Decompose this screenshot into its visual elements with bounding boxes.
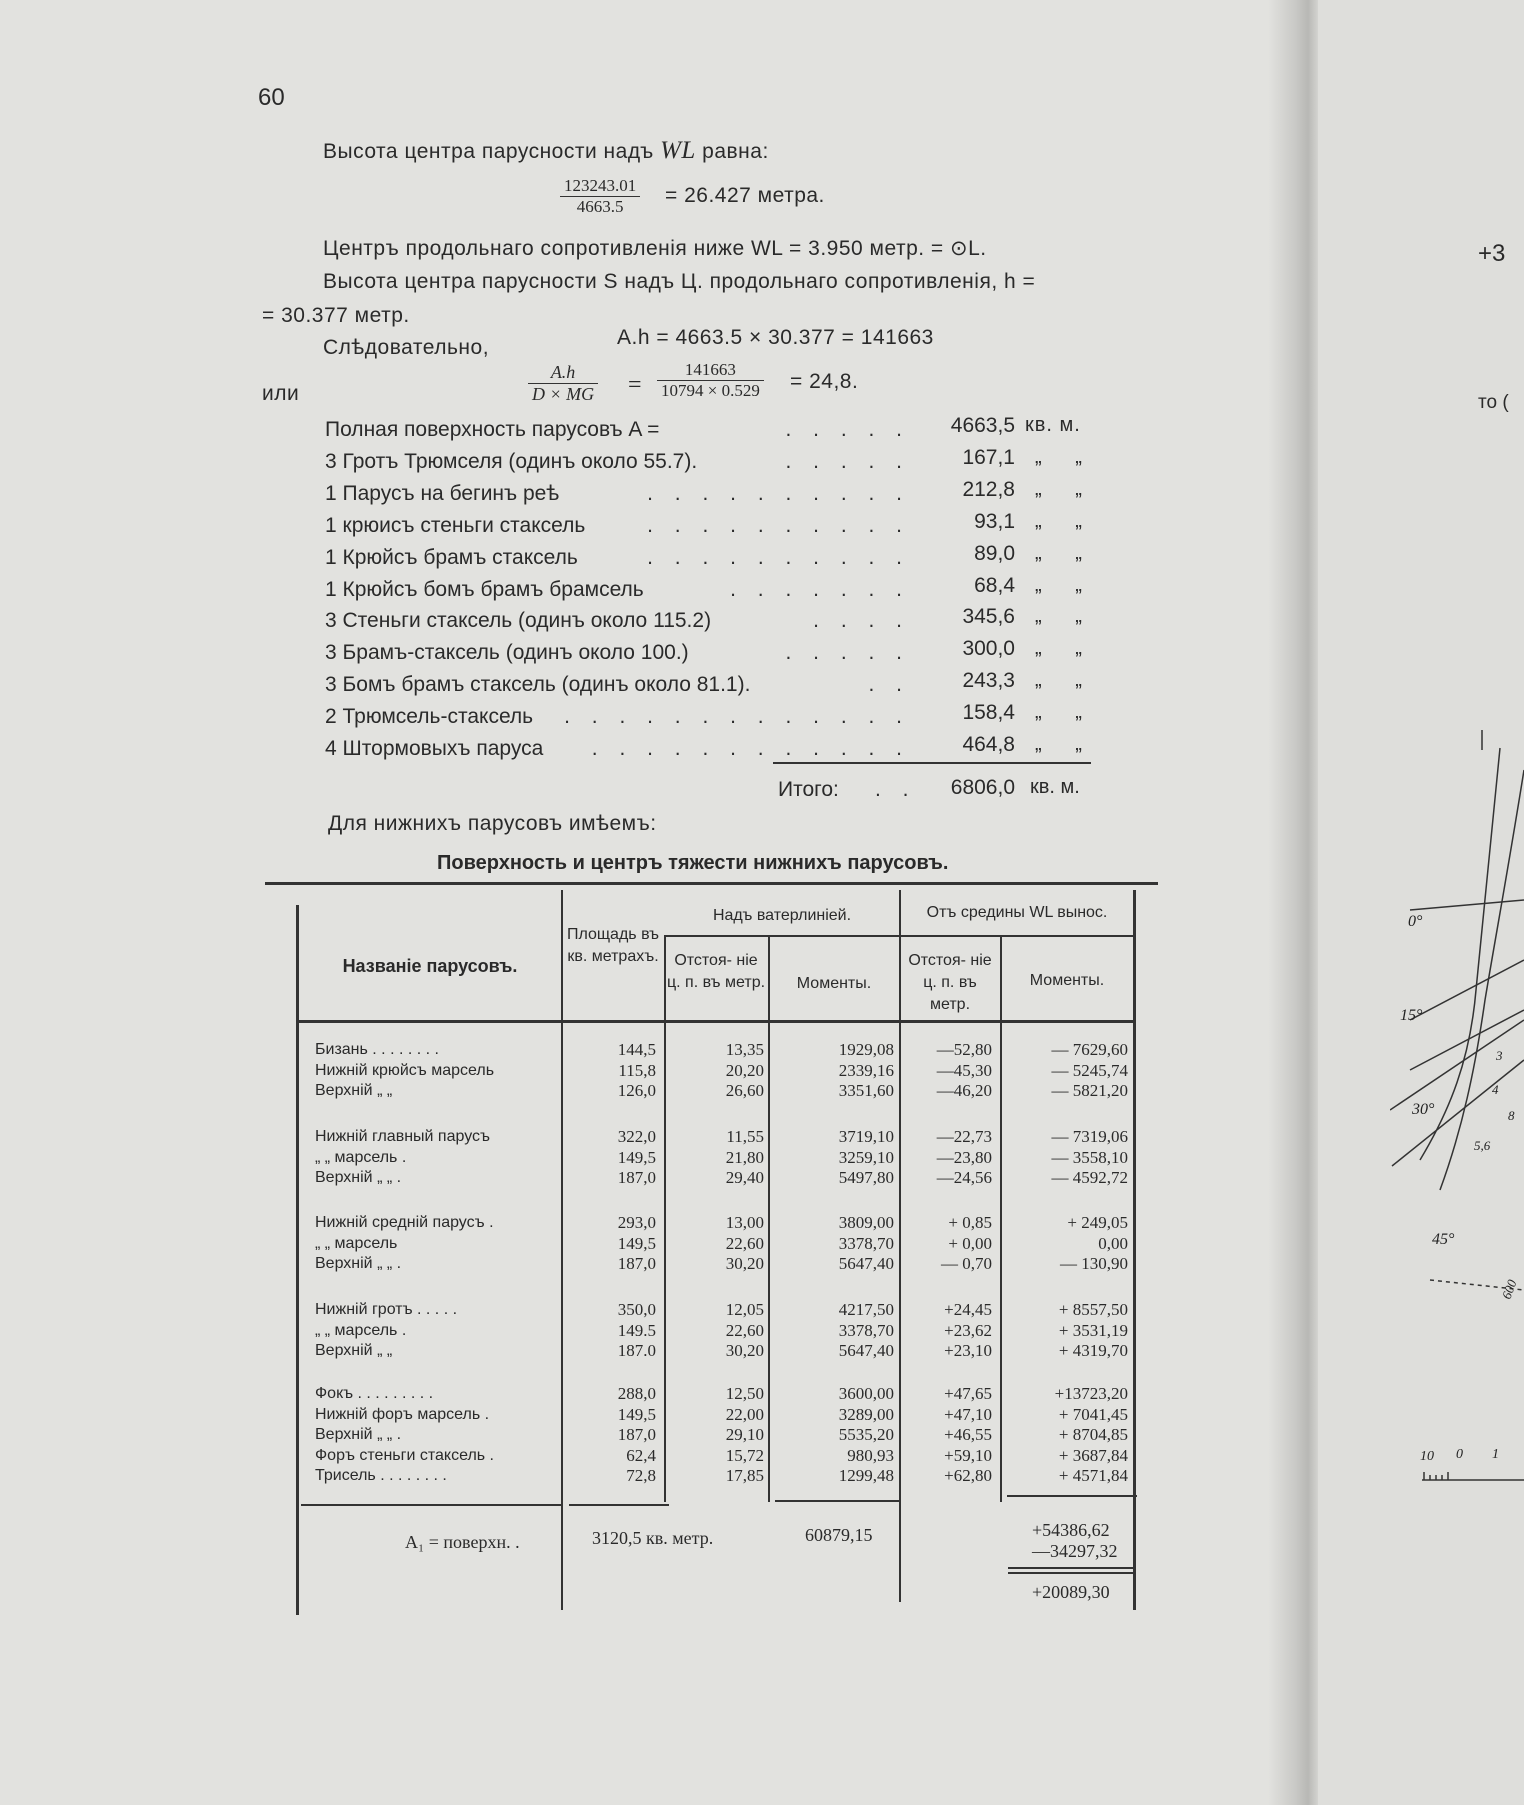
group-3-mid-moment-column	[1004, 1213, 1128, 1275]
table-right-rule	[1133, 890, 1136, 1610]
group-5-area-value-column	[563, 1384, 656, 1487]
group-2-mid-distance-column	[902, 1127, 992, 1189]
table-left-rule	[296, 905, 299, 1615]
wl-height-text-a: Высота центра парусности надъ	[323, 140, 661, 163]
sail-item-value: 464,8	[962, 733, 1015, 756]
area-value: 126,0	[617, 1081, 656, 1101]
header-wl-dist: Отстоя- ніе ц. п. въ метр.	[666, 952, 766, 991]
header-bottom-rule	[296, 1020, 1133, 1023]
sail-item-value: 167,1	[962, 445, 1015, 469]
sail-item-value: 243,3	[962, 669, 1015, 693]
sail-item-label: 3 Брамъ-стаксель (одинъ около 100.)	[325, 641, 689, 665]
small-label-3: 3	[1496, 1048, 1503, 1063]
wl-distance: 26,60	[725, 1081, 764, 1101]
sail-item-label: 1 Парусъ на бегинъ реѣ	[325, 481, 560, 505]
wl-moment: 3809,00	[838, 1213, 894, 1232]
total-label: Итого:	[778, 778, 839, 801]
mid-moment: + 249,05	[1067, 1213, 1128, 1232]
sail-item-leaders: . . . .	[813, 609, 910, 633]
sail-item-unit: „ „	[1035, 509, 1096, 532]
sail-name: Нижній средній парусъ .	[315, 1214, 494, 1231]
sail-item-leaders: . . . . . . . . . . . .	[591, 737, 910, 760]
consequently-label: Слѣдовательно,	[323, 336, 490, 359]
wl-distance: 13,35	[725, 1040, 764, 1059]
mid-moment: — 130,90	[1060, 1254, 1128, 1274]
angle-label-30: 30°	[1412, 1101, 1435, 1118]
table-title: Поверхность и центръ тяжести нижнихъ парусовъ.	[437, 852, 949, 874]
sail-item-label: 2 Трюмсель-стаксель	[325, 705, 534, 729]
sail-name: Нижній форъ марсель .	[315, 1405, 490, 1423]
mid-moment: + 8704,85	[1058, 1425, 1128, 1445]
mid-distance: + 0,00	[948, 1233, 992, 1253]
wl-moment: 3719,10	[838, 1127, 894, 1146]
scale-ticks	[1424, 1472, 1448, 1480]
area-value: 187,0	[617, 1425, 656, 1445]
wl-distance: 11,55	[726, 1127, 764, 1146]
group-2-area-value-column	[563, 1127, 656, 1189]
mid-distance: —22,73	[936, 1127, 992, 1146]
totals-rule-mid	[1007, 1495, 1137, 1497]
sail-name: Верхній „ „	[315, 1342, 393, 1360]
scale-label-10: 10	[1420, 1449, 1434, 1464]
sail-item-label: 3 Гротъ Трюмселя (одинъ около 55.7).	[325, 449, 698, 473]
group-4-mid-distance-column	[902, 1300, 992, 1362]
sail-item-value: 345,6	[962, 605, 1015, 629]
sail-name: Верхній „ „ .	[315, 1426, 402, 1444]
sail-name: Трисель . . . . . . . .	[315, 1467, 447, 1485]
area-value: 72,8	[626, 1466, 656, 1486]
sail-item-value: 68,4	[974, 573, 1015, 597]
wl-distance: 13,00	[725, 1213, 764, 1232]
sail-item-unit: „ „	[1035, 541, 1096, 564]
header-area: Площадь въ кв. метрахъ.	[566, 926, 660, 965]
sail-item-label: 1 Крюйсъ брамъ стаксель	[325, 545, 578, 569]
header-subrule-2	[899, 935, 1133, 937]
area-value: 187,0	[617, 1254, 656, 1274]
wl-symbol: WL	[660, 137, 696, 164]
total-unit: кв. м.	[1030, 776, 1080, 798]
sail-name: „ „ марсель	[315, 1234, 398, 1252]
wl-distance: 15,72	[725, 1445, 764, 1465]
sail-item-label: 3 Стеньги стаксель (одинъ около 115.2)	[325, 609, 712, 633]
area-value: 115,8	[618, 1060, 656, 1080]
equals-sign: =	[628, 372, 642, 398]
wl-distance: 30,20	[725, 1254, 764, 1274]
mid-distance: +47,10	[944, 1404, 992, 1424]
group-1-mid-moment-column	[1004, 1040, 1128, 1102]
wl-moment: 3378,70	[838, 1320, 894, 1340]
area-value: 288,0	[617, 1384, 656, 1403]
group-2-mid-moment-column	[1004, 1127, 1128, 1189]
page-number: 60	[258, 84, 285, 111]
sail-item-value: 212,8	[962, 477, 1015, 501]
sail-item-leaders: . . . . .	[785, 641, 910, 665]
sail-item-value: 158,4	[962, 701, 1015, 725]
fraction-3-numerator: 141663	[657, 360, 764, 381]
group-4-wl-distance-column	[666, 1300, 764, 1362]
right-page-fragment-top: +3	[1478, 240, 1506, 267]
sail-item-unit: „ „	[1035, 701, 1096, 724]
right-page-fragment-mid: то (	[1478, 392, 1509, 413]
mid-distance: +59,10	[944, 1445, 992, 1465]
wl-moment: 2339,16	[838, 1060, 894, 1080]
area-value: 187,0	[617, 1168, 656, 1188]
sail-name: Верхній „ „ .	[315, 1255, 402, 1273]
wl-moment: 5497,80	[838, 1168, 894, 1188]
sail-item-leaders: . . . . .	[785, 449, 910, 473]
group-2-sail-name-column	[315, 1127, 555, 1189]
center-resistance-line: Центръ продольнаго сопротивленія ниже WL = 3.950 метр. = ⊙L.	[323, 237, 987, 260]
header-mid-dist: Отстоя- ніе ц. п. въ метр.	[908, 952, 992, 1013]
group-3-sail-name-column	[315, 1213, 555, 1275]
mid-distance: —52,80	[936, 1040, 992, 1059]
angle-label-0: 0°	[1408, 913, 1423, 930]
mid-distance: + 0,85	[948, 1213, 992, 1232]
group-5-mid-distance-column	[902, 1384, 992, 1487]
sail-name: Форъ стеньги стаксель .	[315, 1446, 494, 1464]
mid-distance: —23,80	[936, 1147, 992, 1167]
wl-distance: 17,85	[725, 1466, 764, 1486]
sail-item-leaders: . . . . .	[785, 418, 910, 441]
mid-moment: + 3687,84	[1058, 1445, 1128, 1465]
header-above-wl: Надъ ватерлиніей.	[712, 907, 852, 924]
group-4-wl-moment-column	[770, 1300, 894, 1362]
group-3-area-value-column	[563, 1213, 656, 1275]
wl-moment: 3351,60	[838, 1081, 894, 1101]
wl-distance: 21,80	[725, 1147, 764, 1167]
sail-item-value: 4663,5	[950, 414, 1015, 437]
sail-item-label: 1 Крюйсъ бомъ брамъ брамсель	[325, 577, 644, 601]
area-value: 293,0	[617, 1213, 656, 1232]
sum-rule	[773, 762, 1091, 764]
mid-moment: — 7629,60	[1051, 1040, 1128, 1059]
col-rule-4	[899, 890, 901, 1602]
mid-moment: + 7041,45	[1058, 1404, 1128, 1424]
ah-equation: A.h = 4663.5 × 30.377 = 141663	[617, 326, 934, 349]
sail-name: Фокъ . . . . . . . . .	[315, 1385, 434, 1402]
wl-moment: 3259,10	[838, 1147, 894, 1167]
area-value: 350,0	[617, 1300, 656, 1319]
sail-item-unit: „ „	[1035, 477, 1096, 500]
wl-moment: 1929,08	[838, 1040, 894, 1059]
sail-item-leaders: . . . . . . . . . .	[647, 545, 910, 569]
sail-name: Нижній гротъ . . . . .	[315, 1301, 458, 1318]
wl-distance: 20,20	[725, 1060, 764, 1080]
mid-moment: — 5245,74	[1051, 1060, 1128, 1080]
area-value: 149.5	[617, 1320, 656, 1340]
sail-item-unit: „ „	[1035, 605, 1096, 628]
totals-mid-negative: —34297,32	[1032, 1541, 1118, 1561]
fraction-1-numerator: 123243.01	[560, 176, 640, 197]
totals-mid-result: +20089,30	[1032, 1582, 1110, 1602]
result-rule-2	[1008, 1572, 1136, 1574]
mid-distance: +23,10	[944, 1341, 992, 1361]
mid-moment: — 5821,20	[1051, 1081, 1128, 1101]
group-1-sail-name-column	[315, 1040, 555, 1102]
wl-distance: 22,00	[725, 1404, 764, 1424]
header-subrule-1	[664, 935, 899, 937]
fraction-3-result: = 24,8.	[790, 370, 859, 393]
area-value: 149,5	[617, 1147, 656, 1167]
wl-moment: 3289,00	[838, 1404, 894, 1424]
mid-distance: +62,80	[944, 1466, 992, 1486]
sail-item-unit: „ „	[1035, 669, 1096, 692]
area-value: 187.0	[617, 1341, 656, 1361]
sail-item-label: 3 Бомъ брамъ стаксель (одинъ около 81.1).	[325, 673, 751, 697]
sail-center-height-line: Высота центра парусности S надъ Ц. продольнаго сопротивленія, h =	[323, 270, 1036, 293]
small-label-8: 8	[1508, 1108, 1515, 1123]
sail-item-unit: кв. м.	[1025, 414, 1081, 436]
mid-moment: + 3531,19	[1058, 1320, 1128, 1340]
total-value: 6806,0	[950, 776, 1015, 799]
fraction-1-denominator: 4663.5	[576, 197, 624, 216]
header-wl-moments: Моменты.	[796, 975, 872, 992]
totals-label: A₁ = поверхн. .	[405, 1532, 520, 1552]
totals-rule-area	[569, 1504, 669, 1506]
sail-item-leaders: . . . . . . . . . .	[647, 481, 910, 505]
wl-distance: 29,40	[725, 1168, 764, 1188]
header-mid-moments: Моменты.	[1029, 972, 1105, 989]
sail-center-height-cont: = 30.377 метр.	[262, 304, 410, 327]
group-1-area-value-column	[563, 1040, 656, 1102]
hull-curve-1	[1420, 748, 1500, 1160]
wl-moment: 1299,48	[838, 1466, 894, 1486]
area-value: 322,0	[617, 1127, 656, 1146]
area-value: 144,5	[617, 1040, 656, 1059]
line-45deg	[1390, 1020, 1524, 1110]
totals-wl-moments: 60879,15	[805, 1525, 873, 1545]
wl-distance: 30,20	[725, 1341, 764, 1361]
mid-distance: —45,30	[936, 1060, 992, 1080]
mid-moment: 0,00	[1098, 1233, 1128, 1253]
group-2-wl-moment-column	[770, 1127, 894, 1189]
fraction-1	[560, 176, 640, 217]
mid-moment: — 4592,72	[1051, 1168, 1128, 1188]
wl-moment: 5647,40	[838, 1254, 894, 1274]
group-3-wl-moment-column	[770, 1213, 894, 1275]
mid-distance: — 0,70	[941, 1254, 992, 1274]
fraction-2-numerator: A.h	[528, 362, 598, 384]
group-4-area-value-column	[563, 1300, 656, 1362]
sail-item-unit: „ „	[1035, 573, 1096, 596]
group-3-mid-distance-column	[902, 1213, 992, 1275]
wl-distance: 12,05	[725, 1300, 764, 1319]
group-1-wl-moment-column	[770, 1040, 894, 1102]
totals-mid-positive: +54386,62	[1032, 1520, 1110, 1540]
fraction-3-denominator: 10794 × 0.529	[661, 381, 760, 400]
group-2-wl-distance-column	[666, 1127, 764, 1189]
fraction-3	[657, 360, 764, 401]
mid-moment: + 4571,84	[1058, 1466, 1128, 1486]
mid-distance: —24,56	[936, 1168, 992, 1188]
wl-distance: 12,50	[725, 1384, 764, 1403]
wl-height-text-b: равна:	[695, 140, 769, 163]
group-5-wl-distance-column	[666, 1384, 764, 1487]
stability-diagram	[1390, 730, 1524, 1510]
group-5-sail-name-column	[315, 1384, 555, 1487]
fraction-2-denominator: D × MG	[532, 384, 595, 404]
sail-item-unit: „ „	[1035, 733, 1096, 755]
scale-note: 600	[1498, 1277, 1520, 1302]
sail-name: Верхній „ „	[315, 1082, 393, 1100]
group-3-wl-distance-column	[666, 1213, 764, 1275]
table-top-rule	[265, 882, 1158, 885]
lower-sails-label: Для нижнихъ парусовъ имѣемъ:	[328, 812, 657, 835]
group-1-wl-distance-column	[666, 1040, 764, 1102]
sail-name: Верхній „ „ .	[315, 1169, 402, 1187]
wl-moment: 5647,40	[838, 1341, 894, 1361]
group-1-mid-distance-column	[902, 1040, 992, 1102]
line-30deg	[1410, 1010, 1524, 1070]
fraction-1-result: = 26.427 метра.	[665, 184, 825, 207]
mid-distance: +23,62	[944, 1320, 992, 1340]
mid-moment: — 7319,06	[1051, 1127, 1128, 1146]
sail-item-value: 89,0	[974, 541, 1015, 565]
mid-moment: + 8557,50	[1058, 1300, 1128, 1319]
area-value: 62,4	[626, 1445, 656, 1465]
wl-height-line	[323, 137, 769, 165]
wl-moment: 980,93	[847, 1445, 894, 1465]
sail-name: Нижній крюйсъ марсель	[315, 1061, 495, 1079]
header-name: Названіе парусовъ.	[342, 956, 518, 976]
sail-item-label: Полная поверхность парусовъ A =	[325, 418, 660, 441]
sail-item-leaders: . . . . . . . . . .	[647, 513, 910, 537]
sail-item-leaders: . . . . . . .	[730, 577, 910, 601]
sail-item-unit: „ „	[1035, 637, 1096, 660]
small-label-56: 5,6	[1474, 1138, 1491, 1153]
group-4-sail-name-column	[315, 1300, 555, 1362]
wl-distance: 29,10	[725, 1425, 764, 1445]
group-4-mid-moment-column	[1004, 1300, 1128, 1362]
sail-name: Бизань . . . . . . . .	[315, 1041, 439, 1058]
group-5-wl-moment-column	[770, 1384, 894, 1487]
or-label: или	[262, 382, 300, 405]
header-from-mid: Отъ средины WL вынос.	[926, 904, 1108, 921]
line-15deg	[1410, 960, 1524, 1020]
mid-moment: +13723,20	[1054, 1384, 1128, 1403]
wl-moment: 3600,00	[838, 1384, 894, 1403]
sail-item-leaders: . . . . . . . . . . . . .	[564, 705, 910, 729]
total-leaders: . .	[875, 778, 917, 801]
wl-distance: 22,60	[725, 1320, 764, 1340]
sail-item-value: 300,0	[962, 637, 1015, 661]
sail-item-leaders: . .	[868, 673, 910, 697]
area-value: 149,5	[617, 1233, 656, 1253]
angle-label-45: 45°	[1432, 1231, 1455, 1248]
wl-moment: 3378,70	[838, 1233, 894, 1253]
wl-distance: 22,60	[725, 1233, 764, 1253]
scale-label-1: 1	[1492, 1447, 1499, 1462]
area-value: 149,5	[617, 1404, 656, 1424]
sail-name: „ „ марсель .	[315, 1321, 407, 1339]
mid-distance: +47,65	[944, 1384, 992, 1403]
scale-label-0: 0	[1456, 1447, 1463, 1462]
result-rule-1	[1008, 1567, 1136, 1569]
sail-name: „ „ марсель .	[315, 1148, 407, 1166]
mid-distance: +24,45	[944, 1300, 992, 1319]
hull-curve-2	[1440, 770, 1524, 1190]
sail-item-label: 4 Штормовыхъ паруса	[325, 737, 544, 760]
mid-distance: +46,55	[944, 1425, 992, 1445]
fraction-2	[528, 362, 598, 405]
mid-moment: — 3558,10	[1051, 1147, 1128, 1167]
mid-moment: + 4319,70	[1058, 1341, 1128, 1361]
totals-rule-name	[301, 1504, 563, 1506]
totals-area: 3120,5 кв. метр.	[592, 1528, 714, 1548]
sail-item-unit: „ „	[1035, 445, 1096, 468]
mid-distance: —46,20	[936, 1081, 992, 1101]
line-0deg	[1410, 900, 1524, 910]
totals-rule-wl	[775, 1500, 901, 1502]
angle-label-15: 15°	[1400, 1007, 1423, 1024]
sail-name: Нижній главный парусъ	[315, 1128, 491, 1145]
group-5-mid-moment-column	[1004, 1384, 1128, 1487]
sail-item-label: 1 крюисъ стеньги стаксель	[325, 513, 586, 537]
wl-moment: 5535,20	[838, 1425, 894, 1445]
sail-item-value: 93,1	[974, 509, 1015, 533]
page-gutter	[1268, 0, 1318, 1805]
wl-moment: 4217,50	[838, 1300, 894, 1319]
small-label-4: 4	[1492, 1082, 1499, 1097]
